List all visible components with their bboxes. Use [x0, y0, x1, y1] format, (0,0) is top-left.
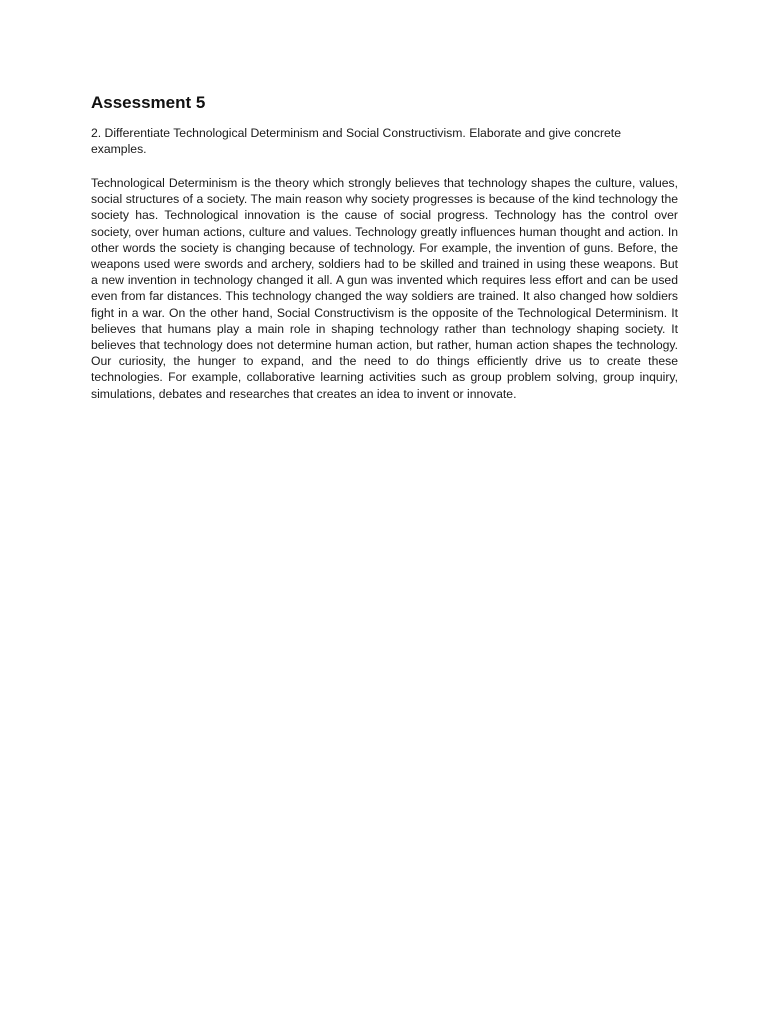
document-page — [91, 93, 678, 402]
answer-paragraph: Technological Determinism is the theory which strongly believes that technology shapes the culture, values, social structures of a society. The main reason why society progresses is because of the kind technology the society has. Technological innovation is the cause of social progress. Technology has the control over society, over human actions, culture and values. Technology greatly influences human thought and action. In other words the society is changing because of technology. For example, the invention of guns. Before, the weapons used were swords and archery, soldiers had to be skilled and trained in using these weapons. But a new invention in technology changed it all. A gun was invented which requires less effort and can be used even from far distances. This technology changed the way soldiers are trained. It also changed how soldiers fight in a war. On the other hand, Social Constructivism is the opposite of the Technological Determinism. It believes that humans play a main role in shaping technology rather than technology shaping society. It believes that technology does not determine human action, but rather, human action shapes the technology. Our curiosity, the hunger to expand, and the need to do things efficiently drive us to create these technologies. For example, collaborative learning activities such as group problem solving, group inquiry, simulations, debates and researches that creates an idea to invent or innovate. — [91, 176, 678, 401]
document-title: Assessment 5 — [91, 93, 206, 112]
question-text: 2. Differentiate Technological Determinism and Social Constructivism. Elaborate and give concrete examples. — [91, 126, 621, 156]
